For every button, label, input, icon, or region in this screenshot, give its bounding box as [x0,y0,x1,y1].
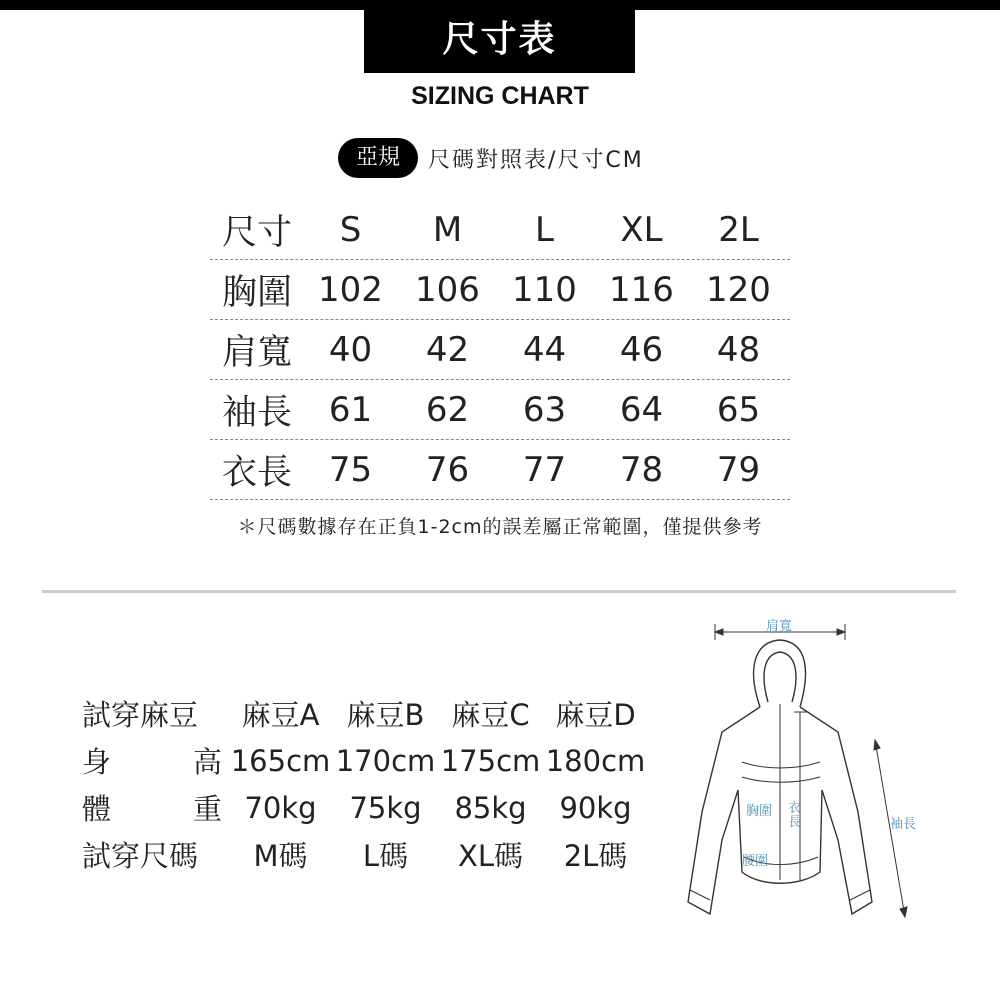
size-cell: 40 [328,329,373,370]
model-cell: 麻豆C [451,698,530,732]
model-cell: 70kg [244,790,317,825]
tolerance-note: ＊尺碼數據存在正負1-2cm的誤差屬正常範圍，僅提供參考 [237,516,763,538]
shoulder-label: 肩寬 [766,619,793,634]
size-cell: 42 [425,329,470,370]
size-cell: 78 [619,449,664,490]
model-row-label-text: 試穿麻豆 [82,698,199,732]
size-cell: 63 [522,389,567,430]
region-header [338,138,644,178]
size-table-row [210,260,790,320]
model-table-row [82,690,648,737]
sleeve-label: 袖長 [890,817,917,832]
size-cell: 102 [318,269,383,310]
chest-label: 胸圍 [746,804,773,819]
model-table-row [82,784,648,831]
model-cell: M碼 [253,839,308,873]
model-row-label-text: 體 [82,792,112,826]
size-cell: 44 [522,329,567,370]
size-cell: 75 [328,449,373,490]
model-cell: 麻豆A [241,698,320,732]
length-label-top: 衣 [788,801,802,816]
model-cell: XL碼 [457,839,524,873]
size-table-row [210,440,790,500]
model-cell: L碼 [362,839,409,873]
size-row-label: 袖長 [222,392,293,433]
size-cell: 110 [512,269,577,310]
size-table [210,200,790,500]
size-cell: 79 [716,449,761,490]
model-cell: 165cm [230,743,331,778]
size-row-label: 尺寸 [222,212,293,253]
size-cell: 116 [609,269,674,310]
model-row-label-text: 重 [192,792,222,826]
length-label-bottom: 長 [788,815,802,830]
size-table-row [210,320,790,380]
waist-label: 腰圍 [742,854,769,869]
model-row-label-text: 高 [192,745,222,779]
size-cell: M [432,209,463,250]
size-cell: 64 [619,389,664,430]
jacket-measurement-diagram [660,612,930,942]
page-title: 尺寸表 [364,0,635,73]
size-cell: S [339,209,362,250]
size-cell: 77 [522,449,567,490]
model-row-label [82,834,228,875]
page-subtitle: SIZING CHART [411,82,589,110]
size-cell: 62 [425,389,470,430]
size-table-row [210,380,790,440]
model-table-row [82,737,648,784]
model-table [82,690,648,878]
model-cell: 麻豆B [346,698,425,732]
section-divider [42,590,956,593]
model-cell: 2L碼 [563,839,628,873]
size-cell: 2L [718,209,759,250]
model-cell: 90kg [559,790,632,825]
size-row-label: 胸圍 [222,272,293,313]
size-cell: L [535,209,554,250]
model-row-label [82,787,228,828]
size-cell: XL [620,209,663,250]
size-row-label: 肩寬 [222,332,293,373]
region-badge: 亞規 [338,138,418,178]
model-row-label-text: 試穿尺碼 [82,839,199,873]
model-cell: 175cm [440,743,541,778]
model-cell: 麻豆D [555,698,636,732]
size-table-header-row [210,200,790,260]
size-cell: 46 [619,329,664,370]
region-caption: 尺碼對照表/尺寸CM [428,147,644,173]
model-table-row [82,831,648,878]
size-cell: 106 [415,269,480,310]
jacket-outline-icon [688,640,872,914]
size-cell: 48 [716,329,761,370]
model-cell: 170cm [335,743,436,778]
size-row-label: 衣長 [222,452,293,493]
size-cell: 61 [328,389,373,430]
size-cell: 65 [716,389,761,430]
model-row-label [82,693,228,734]
model-row-label [82,740,228,781]
model-cell: 180cm [545,743,646,778]
model-cell: 85kg [454,790,527,825]
model-cell: 75kg [349,790,422,825]
model-row-label-text: 身 [82,745,112,779]
size-cell: 120 [706,269,771,310]
size-cell: 76 [425,449,470,490]
